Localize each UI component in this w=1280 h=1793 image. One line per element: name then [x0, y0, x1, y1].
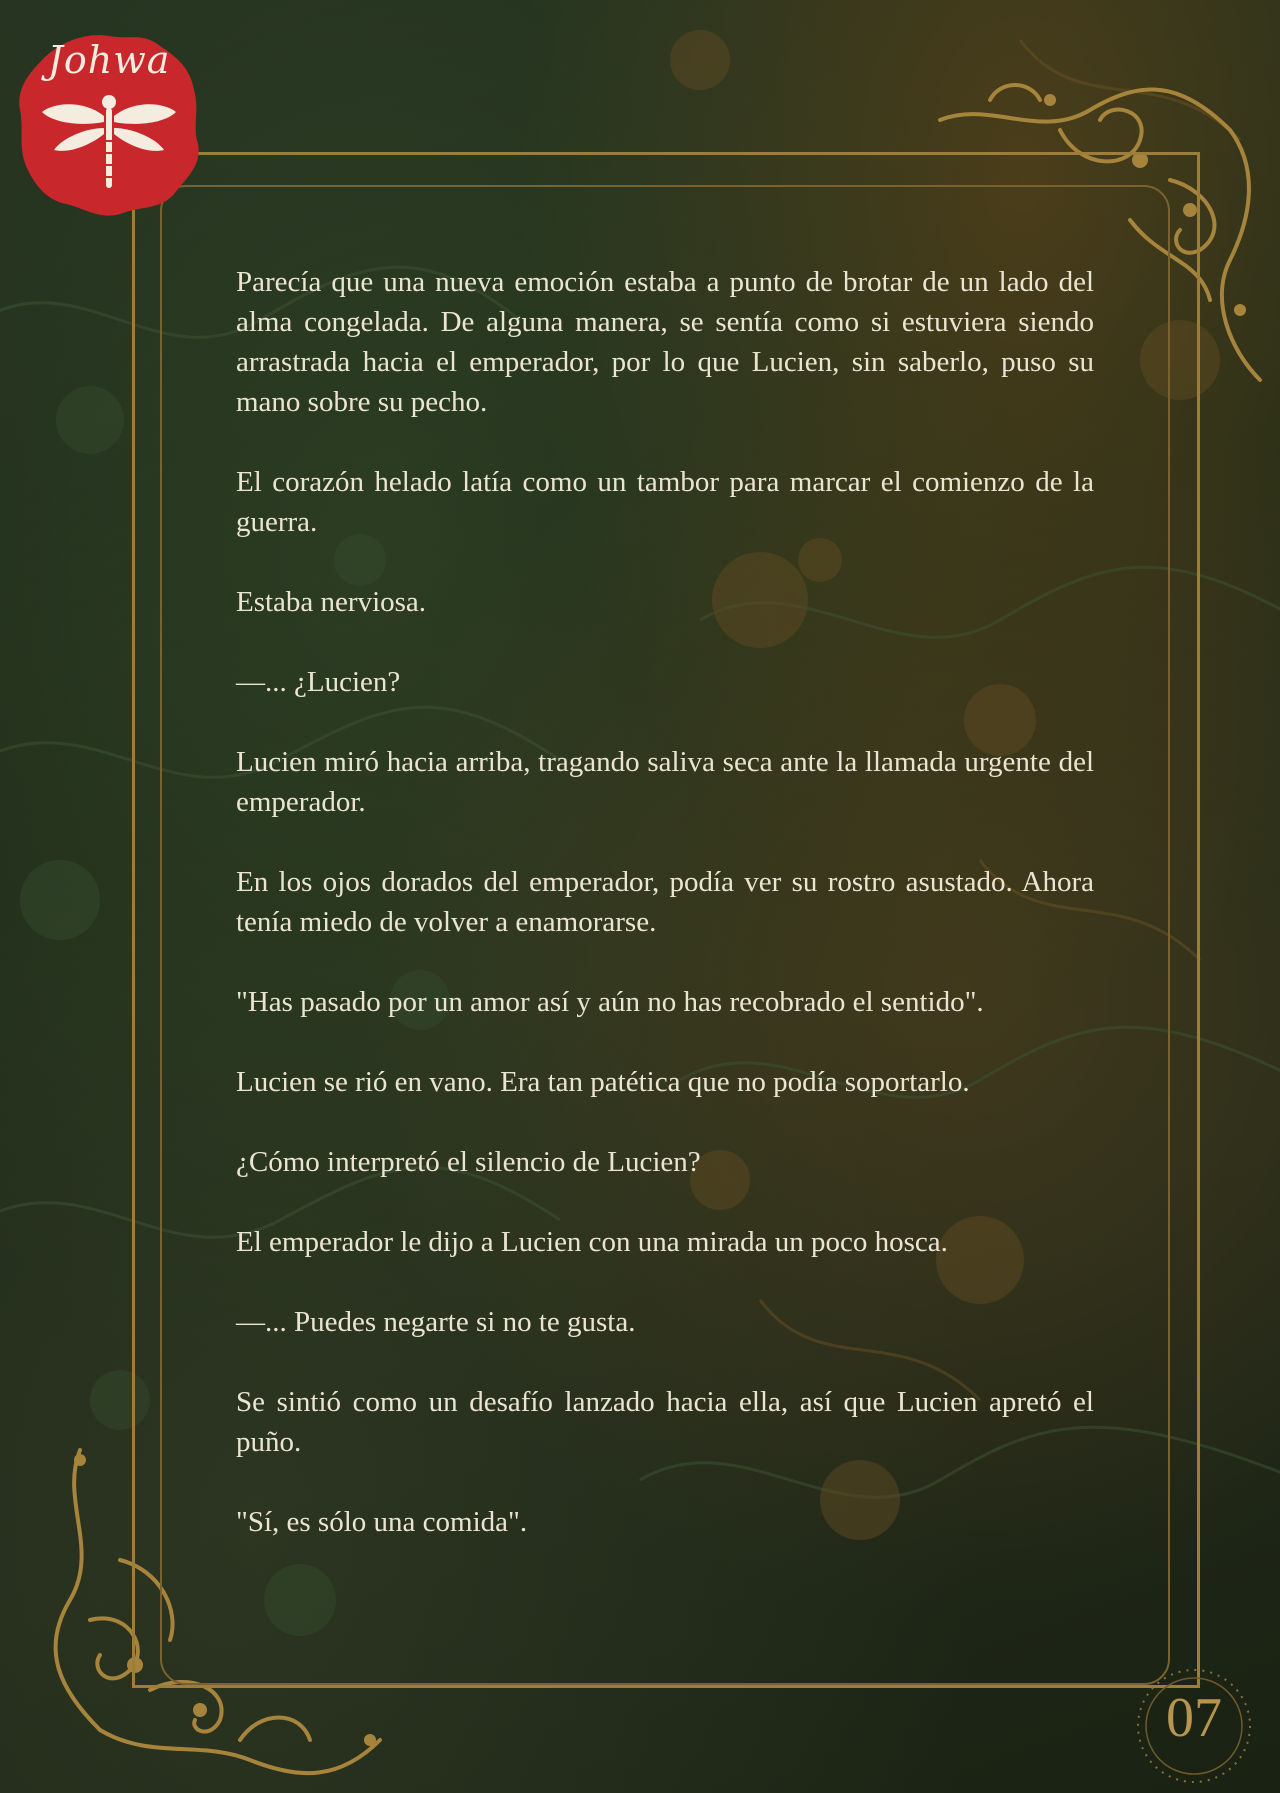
paragraph: "Sí, es sólo una comida". — [236, 1506, 528, 1538]
story-text — [236, 262, 1094, 1582]
paragraph: El emperador le dijo a Lucien con una mirada un poco hosca. — [236, 1226, 948, 1258]
paragraph: —... Puedes negarte si no te gusta. — [236, 1306, 636, 1338]
paragraph: ¿Cómo interpretó el silencio de Lucien? — [236, 1146, 701, 1178]
paragraph: Parecía que una nueva emoción estaba a punto de brotar de un lado del alma congelada. De alguna manera, se sentía como si estuviera siendo arrastrada hacia el emperador, por lo que Lucien, sin saberlo, puso su mano sobre su pecho. — [236, 266, 1094, 418]
paragraph: "Has pasado por un amor así y aún no has recobrado el sentido". — [236, 986, 984, 1018]
paragraph: Se sintió como un desafío lanzado hacia ella, así que Lucien apretó el puño. — [236, 1386, 1094, 1458]
paragraph: Estaba nerviosa. — [236, 586, 427, 618]
paragraph: Lucien se rió en vano. Era tan patética que no podía soportarlo. — [236, 1066, 970, 1098]
paragraph: Lucien miró hacia arriba, tragando saliva seca ante la llamada urgente del emperador. — [236, 746, 1094, 818]
paragraph: En los ojos dorados del emperador, podía ver su rostro asustado. Ahora tenía miedo de volver a enamorarse. — [236, 866, 1094, 938]
paragraph: El corazón helado latía como un tambor para marcar el comienzo de la guerra. — [236, 466, 1094, 538]
logo-text: Johwa — [47, 38, 171, 82]
paragraph: —... ¿Lucien? — [236, 666, 401, 698]
page-number: 07 — [1166, 1687, 1222, 1749]
